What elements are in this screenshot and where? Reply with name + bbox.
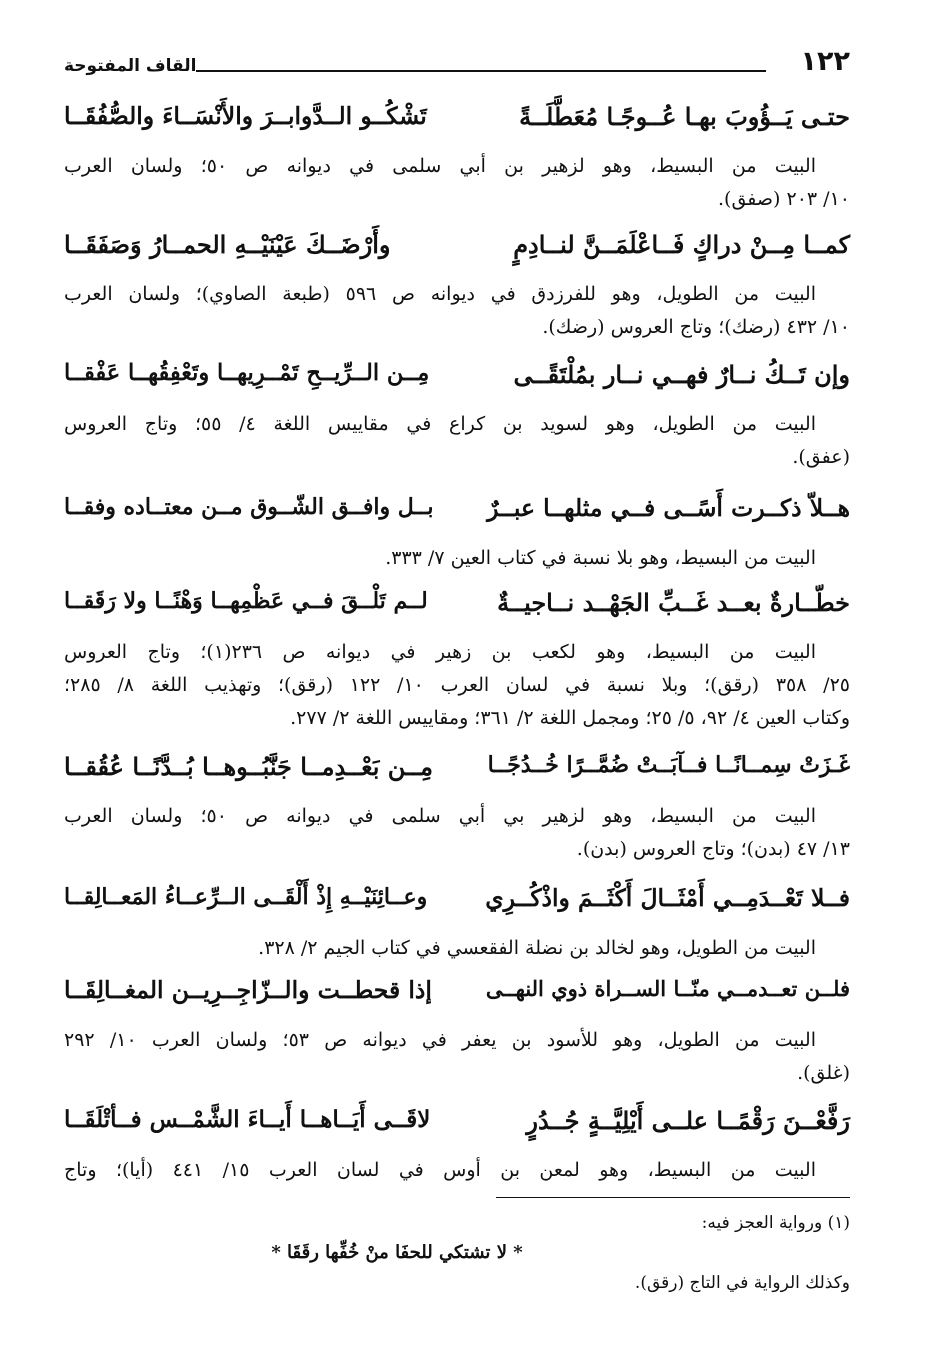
citation-line: البيت من الطويل، وهو للفرزدق في ديوانه ص ٥٩٦ (طبعة الصاوي)؛ ولسان العرب [64, 283, 816, 305]
citation-line: البيت من الطويل، وهو لخالد بن نضلة الفقعسي في كتاب الجيم ٢/ ٣٢٨. [258, 937, 816, 959]
verse-line [64, 752, 850, 796]
verse-second-hemistich: وأَرْضَــكَ عَيْنَيْــهِ الحمــارُ وَصَفَقَــا [64, 230, 391, 259]
verse-second-hemistich: تَشْكُــو الــدَّوابــرَ والأَنْسَــاءَ والصُّفُقَــا [64, 102, 427, 130]
page-number: ١٢٢ [800, 46, 850, 77]
citation-line: البيت من الطويل، وهو لسويد بن كراع في مقاييس اللغة ٤/ ٥٥؛ وتاج العروس [64, 413, 816, 435]
verse-entry [64, 976, 850, 1090]
verse-entry [64, 588, 850, 735]
footnotes [64, 1208, 850, 1298]
citation-line: البيت من البسيط، وهو لزهير بي أبي سلمى في ديوانه ص ٥٠؛ ولسان العرب [64, 805, 816, 827]
footnote-quoted-verse: * لا تشتكي للحفَا منْ خُفِّها رقَقَا * [271, 1242, 523, 1263]
verse-first-hemistich: وإن تَــكُ نــارٌ فهــي نــار بمُلْتَقًــى [513, 360, 850, 389]
verse-first-hemistich: حتـى يَــؤُوبَ بهـا عُــوجًـا مُعَطَّلَــةً [519, 102, 850, 131]
verse-first-hemistich: فــلا تَعْــدَمِــي أَمْثَــالَ أَكْثَــمَ واذْكُــرِي [485, 884, 850, 912]
verse-line [64, 102, 850, 146]
citation-line: البيت من البسيط، وهو لزهير بن أبي سلمى في ديوانه ص ٥٠؛ ولسان العرب [64, 155, 816, 177]
verse-citation [64, 932, 850, 965]
verse-first-hemistich: فلــن تعــدمــي منّــا الســراة ذوي النهــى [485, 976, 850, 1001]
verse-first-hemistich: كمــا مِــنْ دراكٍ فَــاعْلَمَــنَّ لنــادِمٍ [513, 230, 850, 259]
verse-entry [64, 884, 850, 965]
verse-entry [64, 102, 850, 216]
verse-citation [64, 1024, 850, 1090]
citation-line: (غلق). [797, 1062, 850, 1084]
verse-second-hemistich: بــل وافــق الشّــوق مــن معتــاده وفقــا [64, 494, 434, 520]
citation-line: البيت من البسيط، وهو لكعب بن زهير في ديوانه ص ٢٣٦(١)؛ وتاج العروس [64, 641, 816, 663]
header-rule [196, 70, 766, 72]
verse-second-hemistich: مِــن الــرِّيــحِ تَمْــرِيهــا وتَعْفِقُهــا عَفْقــا [64, 360, 430, 386]
verse-line [64, 1106, 850, 1150]
verse-line [64, 230, 850, 274]
running-head: القاف المفتوحة [64, 56, 197, 76]
verse-second-hemistich: لــم تَلْــقَ فــي عَظْمِهــا وَهْنًــا ولا رَقَقــا [64, 588, 428, 614]
verse-citation [64, 542, 850, 575]
verse-entry [64, 494, 850, 575]
footnote-line: وكذلك الرواية في التاج (رقق). [634, 1273, 850, 1293]
citation-line: ١٣/ ٤٧ (بدن)؛ وتاج العروس (بدن). [576, 838, 850, 860]
verse-citation [64, 150, 850, 216]
verse-citation [64, 1154, 850, 1187]
page-header [64, 46, 850, 86]
citation-line: وكتاب العين ٤/ ٩٢، ٥/ ٢٥؛ ومجمل اللغة ٢/ ٣٦١؛ ومقاييس اللغة ٢/ ٢٧٧. [290, 707, 850, 729]
verse-second-hemistich: وعــائِنَيْــهِ إِذْ أَلْقَــى الــرِّعــاءُ المَعــالِقــا [64, 884, 428, 910]
verse-line [64, 884, 850, 928]
citation-line: البيت من الطويل، وهو للأسود بن يعفر في ديوانه ص ٥٣؛ ولسان العرب ١٠/ ٢٩٢ [64, 1029, 816, 1051]
verse-first-hemistich: هــلاّ ذكــرت أَسًــى فــي مثلهــا عبــرٌ [487, 494, 850, 522]
citation-line: البيت من البسيط، وهو بلا نسبة في كتاب العين ٧/ ٣٣٣. [385, 547, 816, 569]
citation-line: ٢٥/ ٣٥٨ (رقق)؛ وبلا نسبة في لسان العرب ١٠/ ١٢٢ (رقق)؛ وتهذيب اللغة ٨/ ٢٨٥؛ [64, 674, 850, 696]
citation-line: (عفق). [792, 446, 850, 468]
verse-first-hemistich: غَـزَتْ سِمــانًــا فــآبَــتْ ضُمَّــرًا خُــدُجًــا [487, 752, 850, 778]
verse-citation [64, 278, 850, 344]
footnote-rule [496, 1197, 850, 1198]
verse-citation [64, 636, 850, 735]
verse-citation [64, 408, 850, 474]
footnote-line: (١) ورواية العجز فيه: [701, 1213, 850, 1233]
verse-citation [64, 800, 850, 866]
citation-line: ١٠/ ٢٠٣ (صفق). [718, 188, 850, 210]
citation-line: البيت من البسيط، وهو لمعن بن أوس في لسان العرب ١٥/ ٤٤١ (أيا)؛ وتاج [64, 1159, 816, 1181]
citation-line: ١٠/ ٤٣٢ (رضك)؛ وتاج العروس (رضك). [542, 316, 850, 338]
verse-entry [64, 1106, 850, 1187]
verse-line [64, 976, 850, 1020]
verse-second-hemistich: إذا قحطــت والــزّاجِــرِيــن المغــالِقَــا [64, 976, 432, 1004]
verse-entry [64, 230, 850, 344]
verse-line [64, 588, 850, 632]
verse-first-hemistich: خطّــارةٌ بعــد غَــبِّ الجَهْــد نــاجيــةٌ [497, 588, 850, 617]
verse-entry [64, 752, 850, 866]
verse-first-hemistich: رَفَّعْــنَ رَقْمًــا علــى أَيْلِيَّــةٍ جُــدُرٍ [526, 1106, 850, 1135]
verse-second-hemistich: لاقَــى أَيَــاهــا أَيــاءَ الشَّمْــس فــأتْلَقَــا [64, 1106, 431, 1133]
verse-line [64, 494, 850, 538]
verse-second-hemistich: مِــن بَعْــدِمــا جَنَّبُــوهــا بُــدَّنًــا عُقُقــا [64, 752, 433, 781]
verse-line [64, 360, 850, 404]
verse-entry [64, 360, 850, 474]
